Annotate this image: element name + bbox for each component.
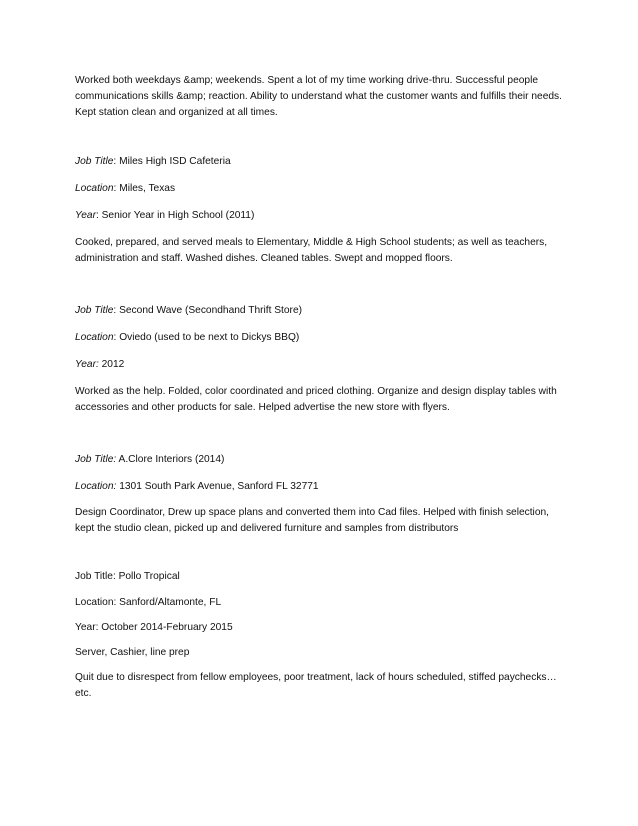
job-1-location-line bbox=[75, 181, 565, 197]
job-1-year-value: Senior Year in High School (2011) bbox=[101, 210, 255, 221]
job-1-description: Cooked, prepared, and served meals to Elementary, Middle & High School students; as well as teachers, administration and staff. Washed dishes. Cleaned tables. Swept and mopped floors. bbox=[75, 237, 548, 264]
job-2-location-label: Location bbox=[75, 332, 114, 343]
job-1-year-sep: : bbox=[95, 210, 102, 221]
job-2-location-value: Oviedo (used to be next to Dickys BBQ) bbox=[119, 332, 300, 343]
job-2-location-sep: : bbox=[113, 332, 120, 343]
job-1-title-sep: : bbox=[113, 156, 120, 167]
job-4-title-line: Job Title: Pollo Tropical bbox=[75, 571, 180, 582]
job-2-year-line bbox=[75, 357, 565, 373]
job-1-title-line bbox=[75, 154, 565, 170]
intro-paragraph: Worked both weekdays &amp; weekends. Spent a lot of my time working drive-thru. Successful people communications skills &amp; reaction. Ability to understand what the customer wants and fulfills their needs. Kept station clean and organized at all times. bbox=[75, 75, 562, 118]
job-4-roles-line: Server, Cashier, line prep bbox=[75, 647, 190, 658]
job-2-title-sep: : bbox=[113, 305, 120, 316]
job-4-year-line: Year: October 2014-February 2015 bbox=[75, 622, 233, 633]
job-3-title-label: Job Title: bbox=[75, 454, 117, 465]
job-2-description: Worked as the help. Folded, color coordinated and priced clothing. Organize and design display tables with accessories and other products for sale. Helped advertise the new store with flyers. bbox=[75, 386, 557, 413]
job-4-location-line: Location: Sanford/Altamonte, FL bbox=[75, 597, 222, 608]
job-2-year-label: Year: bbox=[75, 359, 99, 370]
job-2-year-value: 2012 bbox=[101, 359, 125, 370]
job-2-title-line bbox=[75, 303, 565, 319]
job-1-year-line bbox=[75, 208, 565, 224]
job-3-location-label: Location: bbox=[75, 481, 117, 492]
job-2-title-label: Job Title bbox=[75, 305, 114, 316]
job-2-location-line bbox=[75, 330, 565, 346]
job-4-description: Quit due to disrespect from fellow employees, poor treatment, lack of hours scheduled, stiffed paychecks… etc. bbox=[75, 672, 557, 699]
job-1-location-value: Miles, Texas bbox=[119, 183, 176, 194]
job-1-location-label: Location bbox=[75, 183, 114, 194]
job-1-location-sep: : bbox=[113, 183, 120, 194]
job-3-description: Design Coordinator, Drew up space plans and converted them into Cad files. Helped with finish selection, kept the studio clean, picked up and delivered furniture and samples from distributors bbox=[75, 507, 549, 534]
job-3-location-value: 1301 South Park Avenue, Sanford FL 32771 bbox=[119, 481, 319, 492]
job-1-title-label: Job Title bbox=[75, 156, 114, 167]
job-3-title-line bbox=[75, 452, 565, 468]
job-1-title-value: Miles High ISD Cafeteria bbox=[119, 156, 231, 167]
job-1-year-label: Year bbox=[75, 210, 96, 221]
job-2-title-value: Second Wave (Secondhand Thrift Store) bbox=[119, 305, 303, 316]
job-3-location-line bbox=[75, 479, 565, 495]
job-3-title-value: A.Clore Interiors (2014) bbox=[118, 454, 225, 465]
